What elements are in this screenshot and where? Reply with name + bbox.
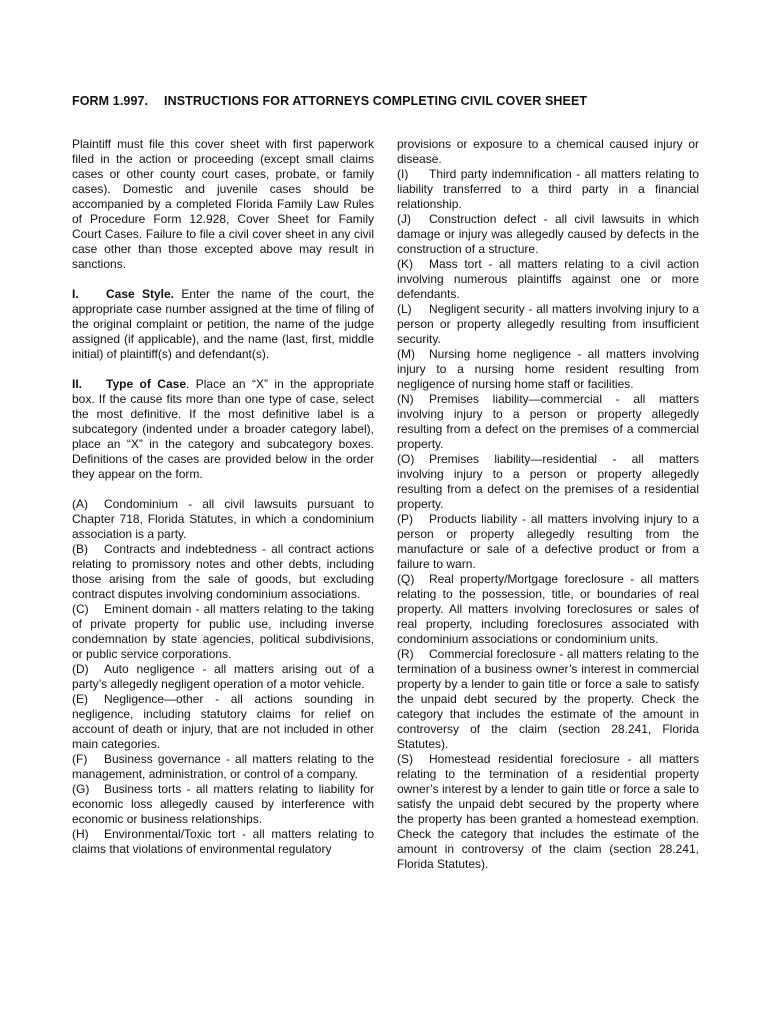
case-code: (G) (72, 782, 90, 796)
case-code: (D) (72, 662, 89, 676)
case-definition-item (72, 782, 374, 827)
case-definition-item (72, 692, 374, 752)
case-definition-item (397, 647, 699, 752)
case-code: (Q) (397, 572, 415, 586)
case-description: Auto negligence - all matters arising out of a party’s allegedly negligent operation of a motor vehicle. (72, 662, 374, 691)
case-description: Premises liability—commercial - all matters involving injury to a person or property allegedly resulting from a defect on the premises of a commercial property. (397, 392, 699, 451)
case-description: Negligence—other - all actions sounding in negligence, including statutory claims for relief on account of death or injury, that are not included in other main categories. (72, 692, 374, 751)
case-code: (O) (397, 452, 415, 466)
case-description: Mass tort - all matters relating to a civil action involving numerous plaintiffs against one or more defendants. (397, 257, 699, 301)
case-code: (F) (72, 752, 88, 766)
case-definition-item (72, 497, 374, 542)
section-number: I. (72, 287, 79, 301)
case-description: Condominium - all civil lawsuits pursuant to Chapter 718, Florida Statutes, in which a condominium association is a party. (72, 497, 374, 541)
case-definition-item (397, 572, 699, 647)
page-title (72, 94, 712, 108)
case-description: Business governance - all matters relating to the management, administration, or control of a company. (72, 752, 374, 781)
section-title: Type of Case (106, 377, 186, 391)
case-definition-item (397, 167, 699, 212)
form-title: INSTRUCTIONS FOR ATTORNEYS COMPLETING CIVIL COVER SHEET (164, 94, 588, 108)
section-number: II. (72, 377, 83, 391)
case-description: Construction defect - all civil lawsuits in which damage or injury was allegedly caused by defects in the construction of a structure. (397, 212, 699, 256)
case-code: (S) (397, 752, 413, 766)
section-case-style (72, 287, 374, 362)
case-definition-item (397, 257, 699, 302)
case-definition-item (397, 347, 699, 392)
case-definition-item (72, 752, 374, 782)
case-code: (B) (72, 542, 88, 556)
section-title: Case Style. (106, 287, 175, 301)
case-code: (P) (397, 512, 413, 526)
case-definition-item (397, 302, 699, 347)
case-definition-item (397, 452, 699, 512)
case-code: (J) (397, 212, 411, 226)
case-description: Third party indemnification - all matters relating to liability transferred to a third party in a financial relationship. (397, 167, 699, 211)
case-definition-item (397, 392, 699, 452)
section-text: . Place an “X” in the appropriate box. If the cause fits more than one type of case, select the most definitive. If the most definitive label is a subcategory (indented under a broader category label), place an “X” in the category and subcategory boxes. Definitions of the cases are provided below in the order they appear on the form. (72, 377, 374, 481)
case-description: Products liability - all matters involving injury to a person or property allegedly resulting from the manufacture or sale of a defective product or from a failure to warn. (397, 512, 699, 571)
case-description: Commercial foreclosure - all matters relating to the termination of a business owner’s interest in commercial property by a lender to gain title or force a sale to satisfy the unpaid debt secured by the property. Check the category that includes the estimate of the amount in controversy of the claim (section 28.241, Florida Statutes). (397, 647, 699, 751)
case-definitions-list (72, 497, 374, 857)
case-description: Nursing home negligence - all matters involving injury to a nursing home resident resulting from negligence of nursing home staff or facilities. (397, 347, 699, 391)
case-definition-item (397, 212, 699, 257)
case-description: Real property/Mortgage foreclosure - all matters relating to the possession, title, or boundaries of real property. All matters involving foreclosures or sales of real property, including foreclosures associated with condominium associations or condominium units. (397, 572, 699, 646)
section-text: Enter the name of the court, the appropriate case number assigned at the time of filing of the original complaint or petition, the name of the judge assigned (if applicable), and the name (last, first, middle initial) of plaintiff(s) and defendant(s). (72, 287, 374, 361)
continuation-text: provisions or exposure to a chemical caused injury or disease. (397, 137, 699, 166)
case-code: (L) (397, 302, 412, 316)
case-code: (R) (397, 647, 414, 661)
case-code: (I) (397, 167, 409, 181)
case-code: (K) (397, 257, 413, 271)
form-number: FORM 1.997. (72, 94, 149, 108)
case-definition-item (397, 512, 699, 572)
case-code: (N) (397, 392, 414, 406)
case-description: Business torts - all matters relating to liability for economic loss allegedly caused by interference with economic or business relationships. (72, 782, 374, 826)
case-code: (E) (72, 692, 88, 706)
case-description: Homestead residential foreclosure - all matters relating to the termination of a residential property owner’s interest by a lender to gain title or force a sale to satisfy the unpaid debt secured by the property where the property has been granted a homestead exemption. Check the category that includes the estimate of the amount in controversy of the claim (section 28.241, Florida Statutes). (397, 752, 699, 871)
case-description: Environmental/Toxic tort - all matters relating to claims that violations of environmental regulatory (72, 827, 374, 856)
intro-paragraph: Plaintiff must file this cover sheet with first paperwork filed in the action or proceeding (except small claims cases or other county court cases, probate, or family cases). Domestic and juvenile cases should be accompanied by a completed Florida Family Law Rules of Procedure Form 12.928, Cover Sheet for Family Court Cases. Failure to file a civil cover sheet in any civil case other than those excepted above may result in sanctions. (72, 137, 374, 271)
case-description: Negligent security - all matters involving injury to a person or property allegedly resulting from insufficient security. (397, 302, 699, 346)
right-column (397, 137, 699, 872)
case-definition-item (72, 602, 374, 662)
case-definition-item (72, 662, 374, 692)
case-code: (M) (397, 347, 415, 361)
case-description: Premises liability—residential - all matters involving injury to a person or property allegedly resulting from a defect on the premises of a residential property. (397, 452, 699, 511)
case-definition-item (72, 542, 374, 602)
case-code: (C) (72, 602, 89, 616)
case-description: Eminent domain - all matters relating to the taking of private property for public use, including inverse condemnation by state agencies, political subdivisions, or public service corporations. (72, 602, 374, 661)
case-definition-item (72, 827, 374, 857)
case-definition-item (397, 752, 699, 872)
section-type-of-case (72, 377, 374, 482)
case-code: (A) (72, 497, 88, 511)
case-code: (H) (72, 827, 89, 841)
left-column (72, 137, 374, 857)
case-description: Contracts and indebtedness - all contract actions relating to promissory notes and other debts, including those arising from the sale of goods, but excluding contract disputes involving condominium associations. (72, 542, 374, 601)
